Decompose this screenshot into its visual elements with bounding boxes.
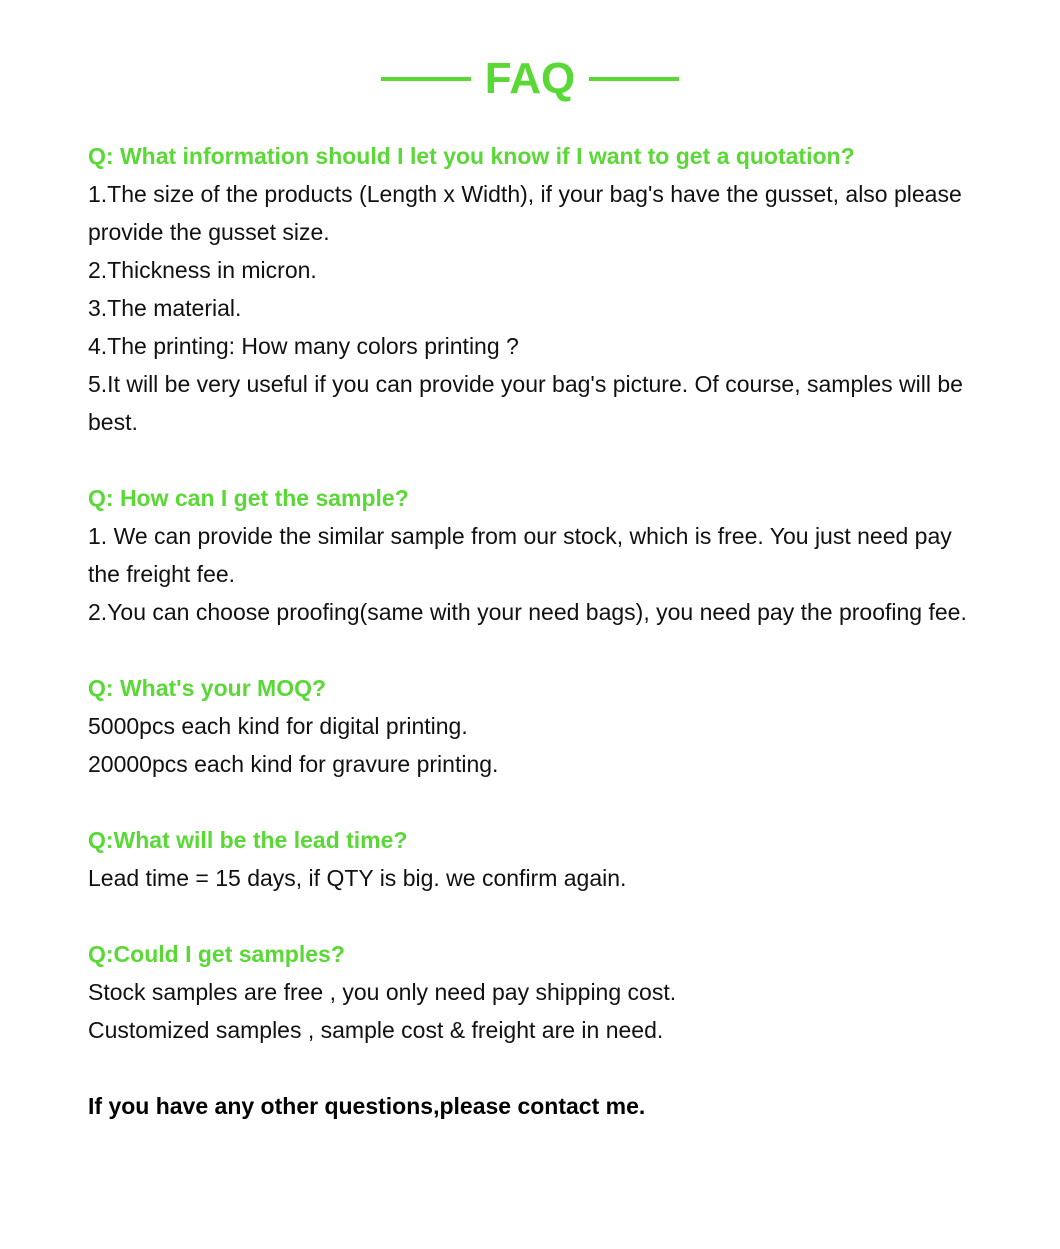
faq-question: Q: What information should I let you know if I want to get a quotation? [88, 143, 855, 169]
faq-answer-line: 20000pcs each kind for gravure printing. [88, 751, 499, 777]
header-right-line [589, 77, 679, 81]
faq-item-lead-time [88, 821, 988, 897]
faq-item-sample [88, 479, 988, 631]
faq-answer-line: Customized samples , sample cost & freight are in need. [88, 1017, 664, 1043]
faq-answer-line: Lead time = 15 days, if QTY is big. we confirm again. [88, 865, 627, 891]
header-left-line [381, 77, 471, 81]
faq-answer-line: 2.You can choose proofing(same with your need bags), you need pay the proofing fee. [88, 599, 967, 625]
faq-item-quotation [88, 137, 988, 441]
faq-answer-line: 5.It will be very useful if you can provide your bag's picture. Of course, samples will be best. [88, 371, 963, 435]
faq-header [0, 52, 1060, 106]
faq-item-samples [88, 935, 988, 1049]
faq-content [88, 137, 988, 1125]
faq-question: Q: How can I get the sample? [88, 485, 409, 511]
faq-answer-line: 2.Thickness in micron. [88, 257, 317, 283]
closing-note: If you have any other questions,please contact me. [88, 1093, 646, 1119]
faq-answer-line: 5000pcs each kind for digital printing. [88, 713, 468, 739]
faq-answer-line: 1.The size of the products (Length x Width), if your bag's have the gusset, also please provide the gusset size. [88, 181, 962, 245]
page-title: FAQ [484, 54, 576, 103]
faq-question: Q: What's your MOQ? [88, 675, 327, 701]
faq-question: Q:Could I get samples? [88, 941, 345, 967]
faq-answer-line: 4.The printing: How many colors printing ? [88, 333, 519, 359]
faq-answer-line: Stock samples are free , you only need pay shipping cost. [88, 979, 677, 1005]
faq-answer-line: 1. We can provide the similar sample from our stock, which is free. You just need pay the freight fee. [88, 523, 952, 587]
faq-item-moq [88, 669, 988, 783]
faq-answer-line: 3.The material. [88, 295, 242, 321]
faq-question: Q:What will be the lead time? [88, 827, 408, 853]
